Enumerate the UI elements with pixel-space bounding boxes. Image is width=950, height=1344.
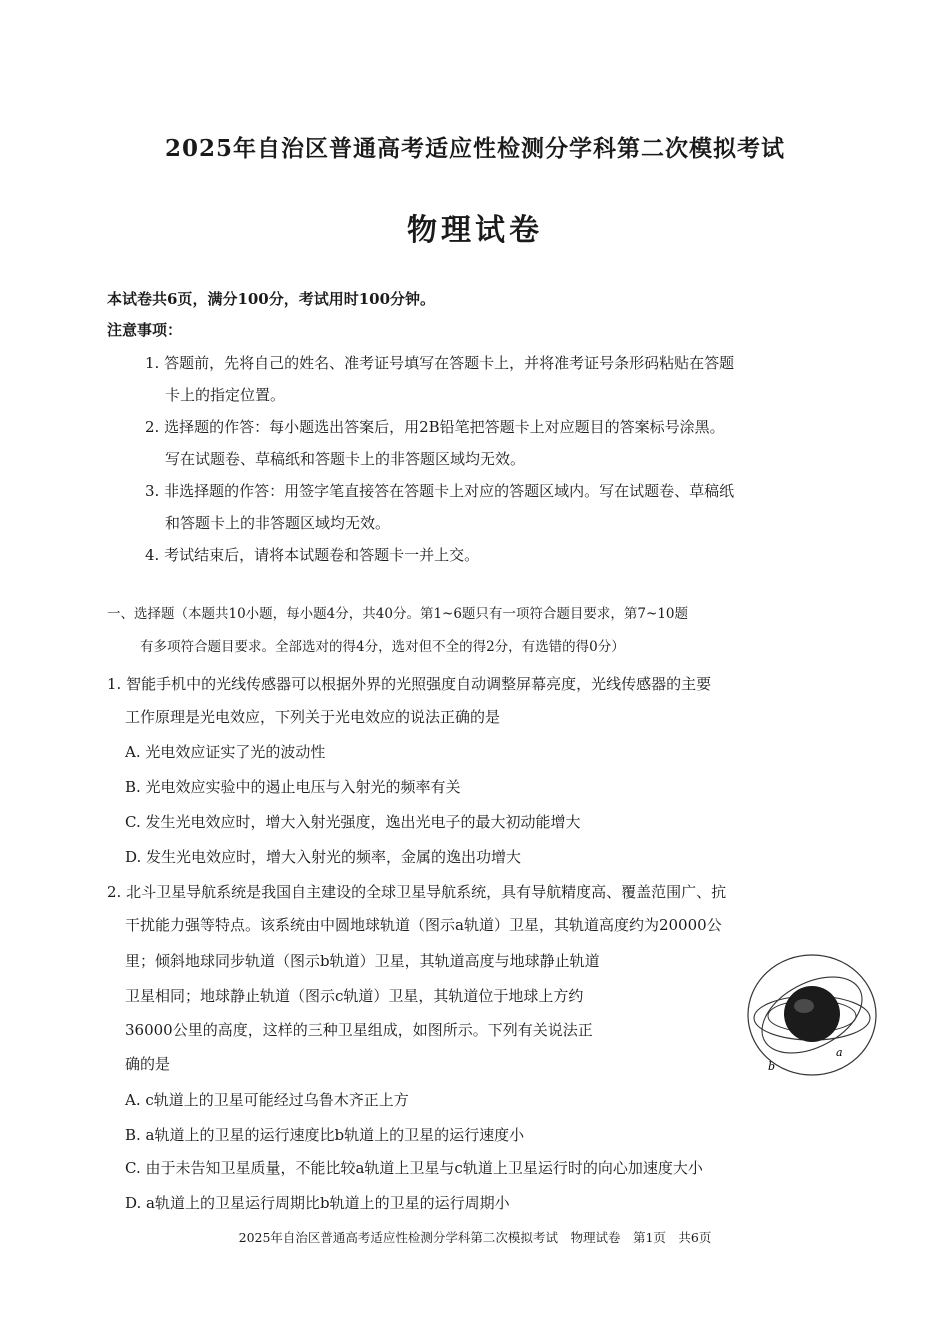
q1-option-d: D. 发生光电效应时，增大入射光的频率，金属的逸出功增大 xyxy=(125,848,522,866)
q1-stem: 工作原理是光电效应，下列关于光电效应的说法正确的是 xyxy=(125,708,501,726)
notice-item: 4. 考试结束后，请将本试题卷和答题卡一并上交。 xyxy=(145,546,480,564)
satellite-orbit-figure xyxy=(740,950,880,1085)
q2-option-b: B. a轨道上的卫星的运行速度比b轨道上的卫星的运行速度小 xyxy=(125,1126,525,1144)
notice-item: 1. 答题前，先将自己的姓名、准考证号填写在答题卡上，并将准考证号条形码粘贴在答题 xyxy=(145,354,735,372)
q2-option-a: A. c轨道上的卫星可能经过乌鲁木齐正上方 xyxy=(125,1091,409,1109)
notice-heading: 注意事项： xyxy=(107,321,183,339)
q2-option-d: D. a轨道上的卫星运行周期比b轨道上的卫星的运行周期小 xyxy=(125,1194,510,1212)
earth-highlight xyxy=(794,999,814,1013)
q2-stem: 36000公里的高度，这样的三种卫星组成，如图所示。下列有关说法正 xyxy=(125,1021,593,1039)
q1-stem: 1. 智能手机中的光线传感器可以根据外界的光照强度自动调整屏幕亮度，光线传感器的主要 xyxy=(107,675,712,693)
q1-option-b: B. 光电效应实验中的遏止电压与入射光的频率有关 xyxy=(125,778,461,796)
exam-subject-title: 物理试卷 xyxy=(407,213,543,248)
q2-stem: 卫星相同；地球静止轨道（图示c轨道）卫星，其轨道位于地球上方约 xyxy=(125,987,584,1005)
page-footer: 2025年自治区普通高考适应性检测分学科第二次模拟考试 物理试卷 第1页 共6页 xyxy=(238,1230,712,1245)
exam-title: 2025年自治区普通高考适应性检测分学科第二次模拟考试 xyxy=(164,135,785,162)
notice-item: 写在试题卷、草稿纸和答题卡上的非答题区域均无效。 xyxy=(165,450,526,468)
section-heading: 一、选择题（本题共10小题，每小题4分，共40分。第1~6题只有一项符合题目要求，第7~10题 xyxy=(107,606,689,622)
q1-option-c: C. 发生光电效应时，增大入射光强度，逸出光电子的最大初动能增大 xyxy=(125,813,581,831)
orbit-label-b: b xyxy=(768,1060,776,1073)
exam-intro: 本试卷共6页，满分100分，考试用时100分钟。 xyxy=(107,290,436,308)
q1-option-a: A. 光电效应证实了光的波动性 xyxy=(125,743,326,761)
q2-stem: 里；倾斜地球同步轨道（图示b轨道）卫星，其轨道高度与地球静止轨道 xyxy=(125,952,600,970)
q2-option-c: C. 由于未告知卫星质量，不能比较a轨道上卫星与c轨道上卫星运行时的向心加速度大小 xyxy=(125,1159,703,1177)
q2-stem: 确的是 xyxy=(125,1055,171,1073)
section-heading-cont: 有多项符合题目要求。全部选对的得4分，选对但不全的得2分，有选错的得0分） xyxy=(140,639,625,655)
orbit-label-a: a xyxy=(836,1046,843,1059)
q2-stem: 2. 北斗卫星导航系统是我国自主建设的全球卫星导航系统，具有导航精度高、覆盖范围广、抗 xyxy=(107,883,727,901)
notice-item: 2. 选择题的作答：每小题选出答案后，用2B铅笔把答题卡上对应题目的答案标号涂黑。 xyxy=(145,418,725,436)
earth-globe xyxy=(784,986,840,1042)
notice-item: 卡上的指定位置。 xyxy=(165,386,286,404)
notice-item: 和答题卡上的非答题区域均无效。 xyxy=(165,514,391,532)
notice-item: 3. 非选择题的作答：用签字笔直接答在答题卡上对应的答题区域内。写在试题卷、草稿纸 xyxy=(145,482,735,500)
q2-stem: 干扰能力强等特点。该系统由中圆地球轨道（图示a轨道）卫星，其轨道高度约为20000公 xyxy=(125,916,722,934)
